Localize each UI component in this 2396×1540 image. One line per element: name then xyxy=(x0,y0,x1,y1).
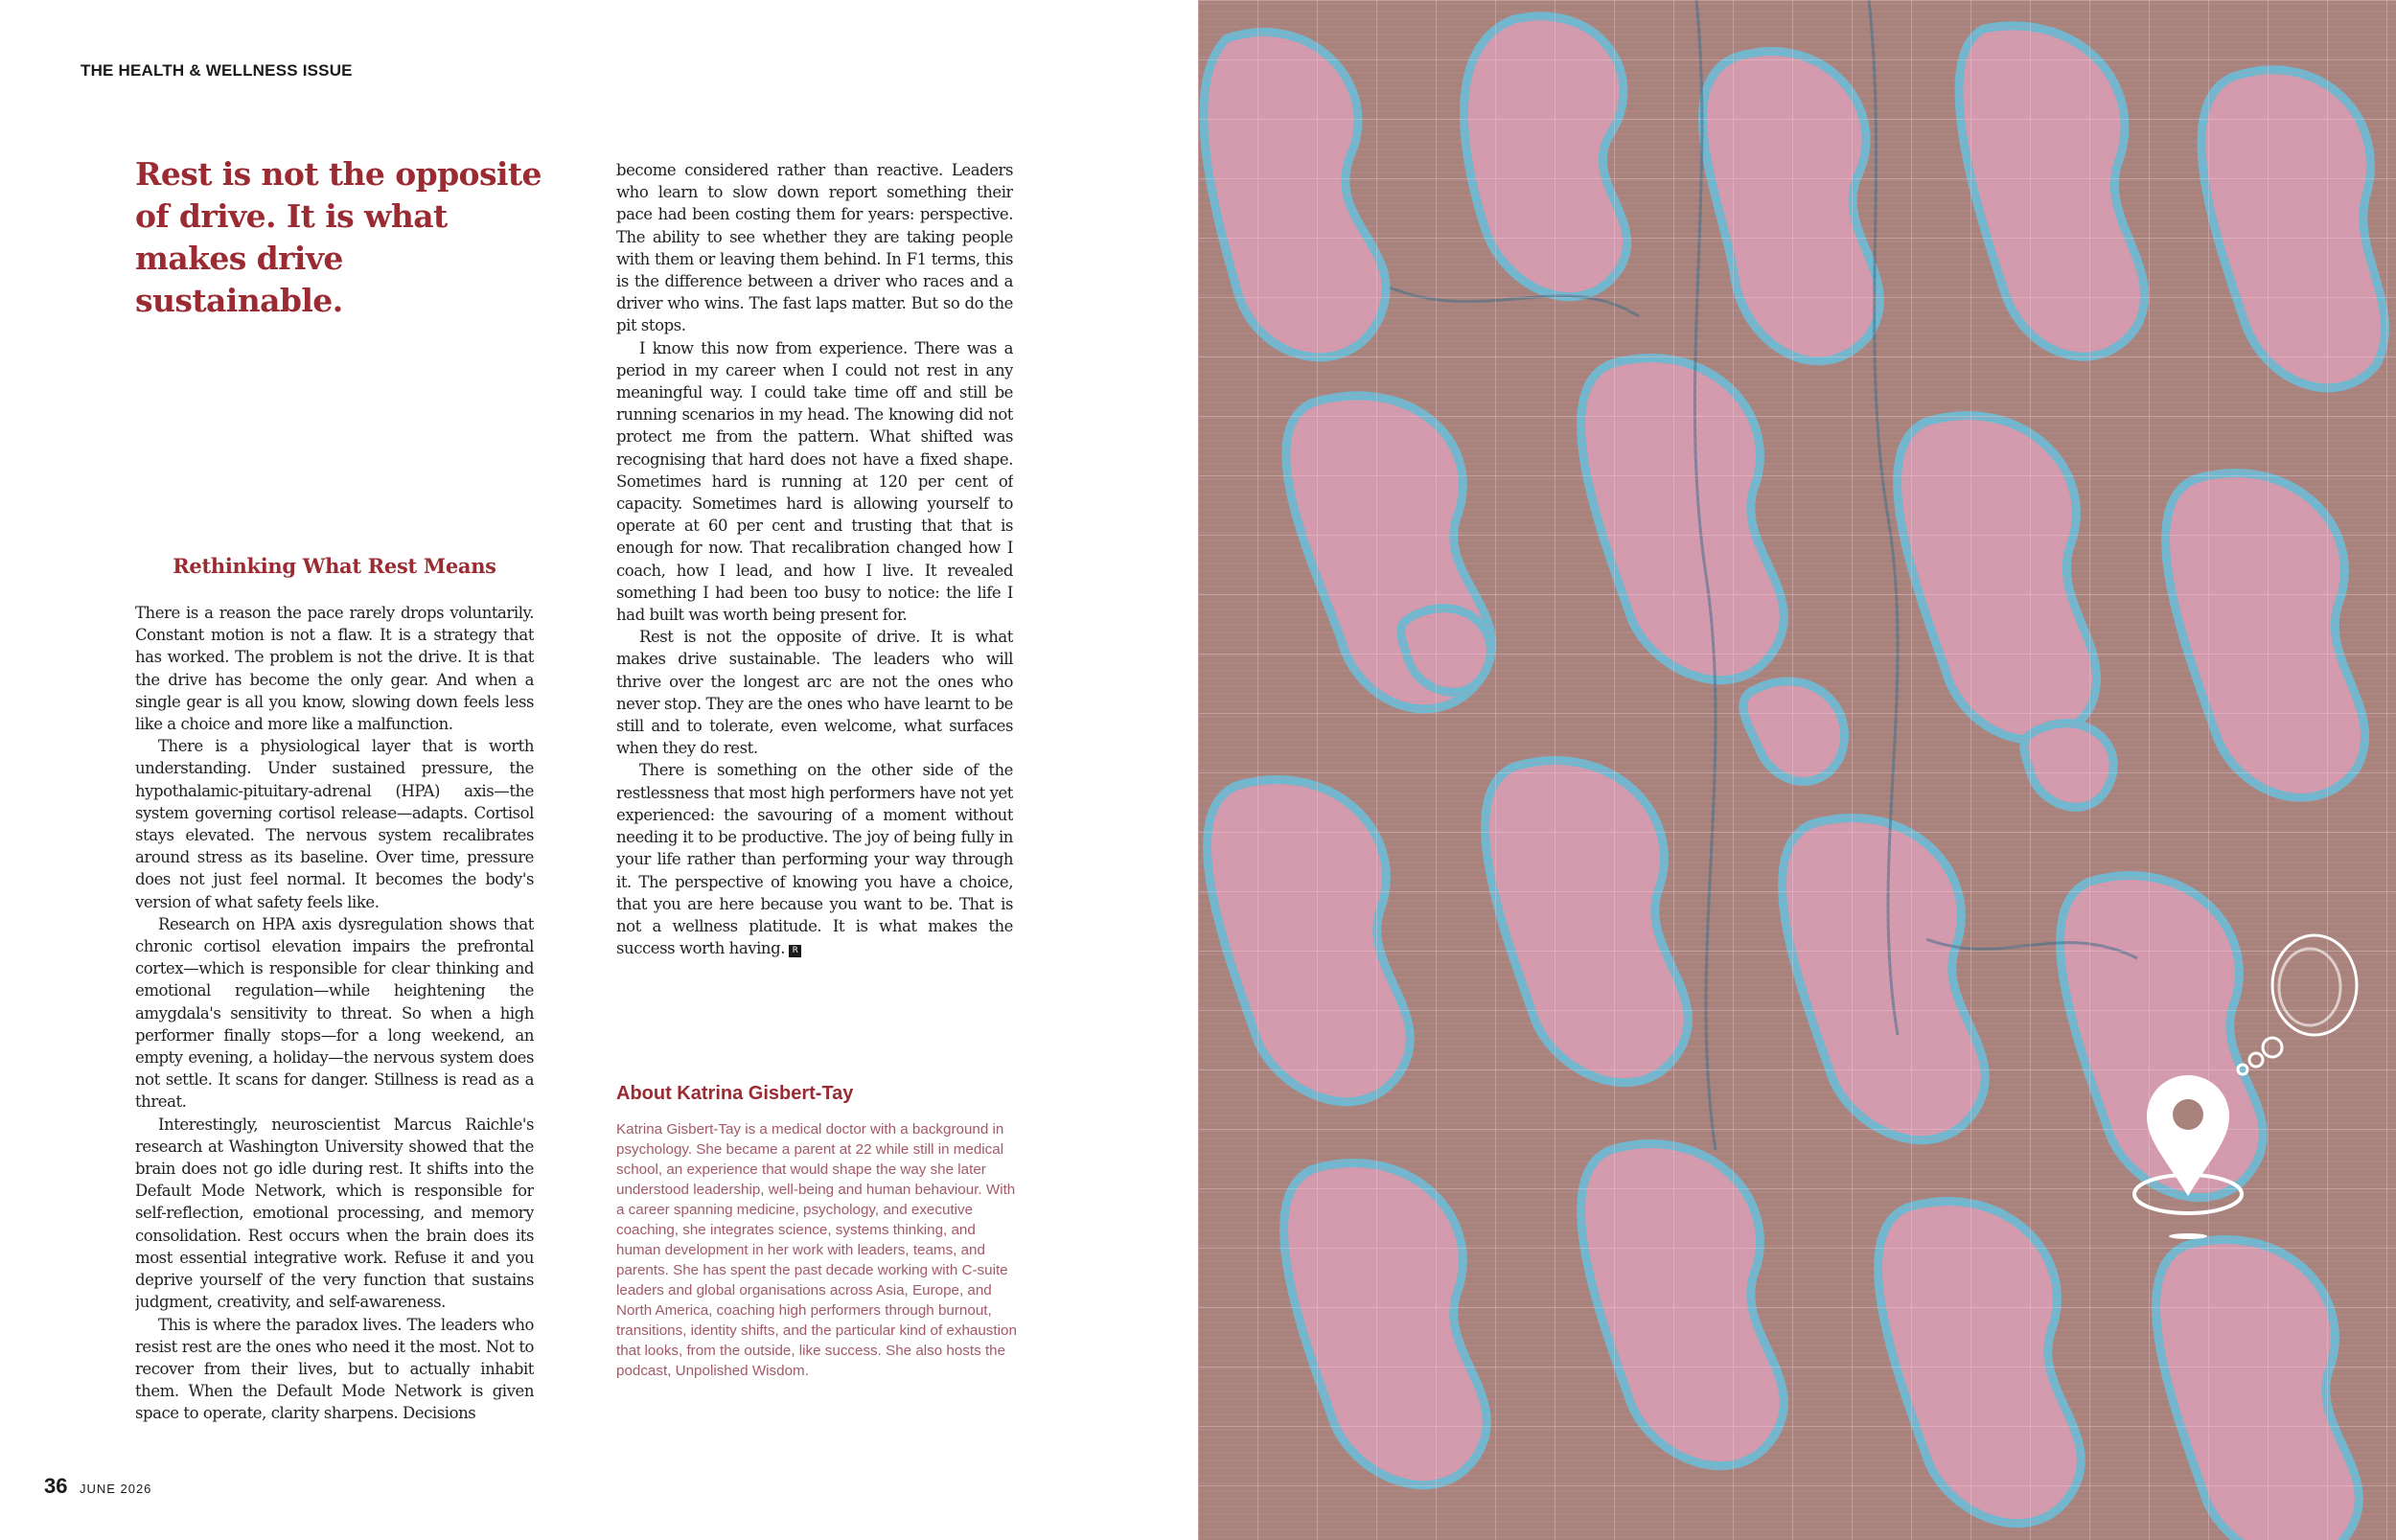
end-of-article-mark: R xyxy=(789,945,801,957)
issue-header: THE HEALTH & WELLNESS ISSUE xyxy=(81,61,353,80)
issue-date: JUNE 2026 xyxy=(79,1482,152,1496)
paragraph: There is a physiological layer that is worth understanding. Under sustained pressure, the hypothalamic-pituitary-adrenal (HPA) axis—the system governing cortisol release—adapts. Cortisol stays elevated. The nervous system recalibrates around stress as its baseline. Over time, pressure does not just feel normal. It becomes the body's version of what safety feels like. xyxy=(135,737,534,911)
paragraph: Research on HPA axis dysregulation shows that chronic cortisol elevation impairs the prefrontal cortex—which is responsible for clear thinking and emotional regulation—while heightening the amygdala's sensitivity to threat. So when a high performer finally stops—for a long weekend, an empty evening, a holiday—the nervous system does not settle. It scans for danger. Stillness is read as a threat. xyxy=(135,914,534,1112)
article-column-1 xyxy=(135,602,534,1426)
pull-quote: Rest is not the opposite of drive. It is what makes drive sustainable. xyxy=(135,155,541,319)
paragraph: There is a reason the pace rarely drops voluntarily. Constant motion is not a flaw. It is a strategy that has worked. The problem is not the drive. It is that the drive has become the only gear. And when a single gear is all you know, slowing down feels less like a choice and more like a malfunction. xyxy=(135,604,534,734)
bio-text: Katrina Gisbert-Tay is a medical doctor with a background in psychology. She became a parent at 22 while still in medical school, an experience that would shape the way she later understood leadership, well-being and human behaviour. With a career spanning medicine, psychology, and executive coaching, she integrates science, systems thinking, and human development in her work with leaders, teams, and parents. She has spent the past decade working with C-suite leaders and global organisations across Asia, Europe, and North America, coaching high performers through burnout, transitions, identity shifts, and the particular kind of exhaustion that looks, from the outside, like success. She also hosts the podcast, Unpolished Wisdom. xyxy=(616,1121,1017,1379)
paragraph: Rest is not the opposite of drive. It is what makes drive sustainable. The leaders who will thrive over the longest arc are not the ones who never stop. They are the ones who have learnt to be still and to tolerate, even welcome, what surfaces when they do rest. xyxy=(616,628,1013,758)
section-subhead: Rethinking What Rest Means xyxy=(173,554,496,578)
paragraph: This is where the paradox lives. The leaders who resist rest are the ones who need it the most. Not to recover from their lives, but to actually inhabit them. When the Default Mode Network is given space to operate, clarity sharpens. Decisions xyxy=(135,1315,534,1423)
paragraph-text: There is something on the other side of the restlessness that most high performers have not yet experienced: the savouring of a moment without needing it to be productive. The joy of being fully in your life rather than performing your way through it. The perspective of knowing you have a choice, that you are here because you want to be. That is not a wellness platitude. It is what makes the success worth having. xyxy=(616,761,1013,958)
paragraph-final xyxy=(616,759,1013,959)
paragraph: I know this now from experience. There was a period in my career when I could not rest in any meaningful way. I could take time off and still be running scenarios in my head. The knowing did not protect me from the pattern. What shifted was recognising that hard does not have a fixed shape. Sometimes hard is running at 120 per cent of capacity. Sometimes hard is allowing yourself to operate at 60 per cent and trusting that that is enough for now. That recalibration changed how I coach, how I lead, and how I live. It revealed something I had been too busy to notice: the life I had built was worth being present for. xyxy=(616,338,1013,625)
illustration-page xyxy=(1198,0,2396,1540)
page-footer xyxy=(44,1474,151,1499)
paragraph: Interestingly, neuroscientist Marcus Raichle's research at Washington University showed that the brain does not go idle during rest. It shifts into the Default Mode Network, which is responsible for self-reflection, emotional processing, and memory consolidation. Rest occurs when the brain does its most essential integrative work. Refuse it and you deprive yourself of the very function that sustains judgment, creativity, and self-awareness. xyxy=(135,1115,534,1312)
grid-overlay xyxy=(1198,0,2396,1540)
abstract-illustration xyxy=(1198,0,2396,1540)
page-number: 36 xyxy=(44,1474,68,1498)
paragraph: become considered rather than reactive. Leaders who learn to slow down report something their pace had been costing them for years: perspective. The ability to see whether they are taking people with them or leaving them behind. In F1 terms, this is the difference between a driver who races and a driver who wins. The fast laps matter. But so do the pit stops. xyxy=(616,161,1013,335)
bio-title: About Katrina Gisbert-Tay xyxy=(616,1083,854,1104)
article-column-2 xyxy=(616,159,1013,964)
